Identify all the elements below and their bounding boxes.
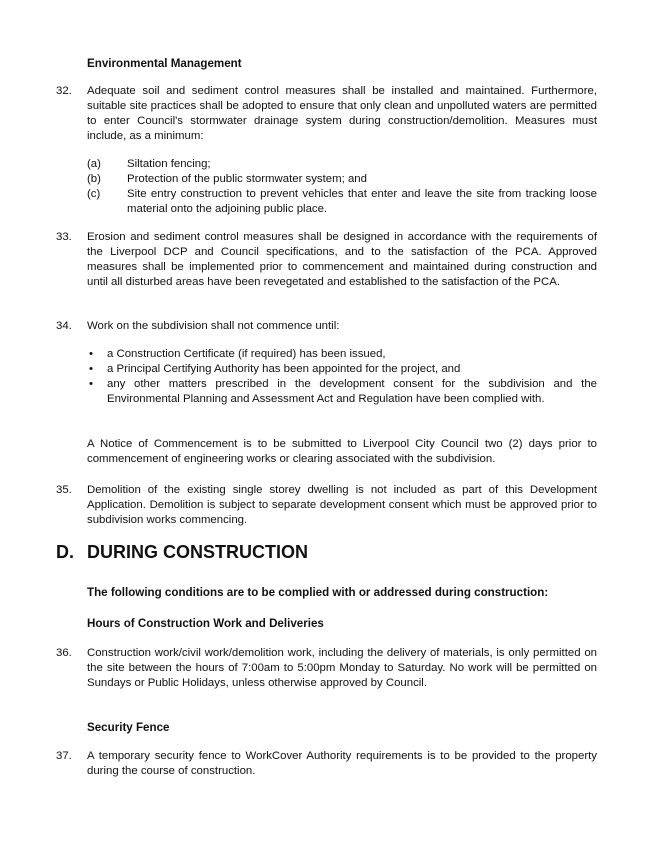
list-item: [87, 362, 597, 377]
section-d-intro: The following conditions are to be complied with or addressed during construction:: [87, 586, 549, 599]
condition-37: [56, 749, 597, 779]
security-fence-heading: Security Fence: [87, 721, 170, 734]
condition-number: 34.: [56, 320, 72, 332]
section-d-title: [56, 541, 308, 563]
condition-number: 33.: [56, 231, 72, 243]
list-item-text: a Principal Certifying Authority has been appointed for the project, and: [107, 363, 461, 375]
condition-number: 37.: [56, 750, 72, 762]
condition-text: Erosion and sediment control measures shall be designed in accordance with the requirements of the Liverpool DCP and Council specifications, and to the satisfaction of the PCA. Approved measures shall be implemented prior to commencement and maintained during construction and until all disturbed areas have been revegetated and established to the satisfaction of the PCA.: [87, 231, 597, 288]
list-item-text: a Construction Certificate (if required) has been issued,: [107, 348, 386, 360]
condition-number: 32.: [56, 85, 72, 97]
list-item-label: (a): [87, 158, 101, 170]
bullet-icon: •: [89, 348, 93, 360]
list-item-label: (c): [87, 188, 101, 200]
condition-35: [56, 483, 597, 528]
condition-number: 36.: [56, 647, 72, 659]
list-item-text: Site entry construction to prevent vehicles that enter and leave the site from tracking loose material onto the adjoining public place.: [127, 188, 597, 215]
section-title-text: DURING CONSTRUCTION: [87, 542, 308, 562]
list-item-text: any other matters prescribed in the development consent for the subdivision and the Environmental Planning and Assessment Act and Regulation have been complied with.: [107, 378, 597, 405]
condition-text: Construction work/civil work/demolition work, including the delivery of materials, is only permitted on the site between the hours of 7:00am to 5:00pm Monday to Saturday. No work will be permitted on Sundays or Public Holidays, unless otherwise approved by Council.: [87, 647, 597, 689]
condition-33: [56, 230, 597, 290]
list-item-text: Protection of the public stormwater system; and: [127, 173, 367, 185]
list-item: [87, 157, 597, 172]
hours-of-construction-heading: Hours of Construction Work and Deliveries: [87, 617, 324, 630]
list-item: [87, 347, 597, 362]
list-item-text: Siltation fencing;: [127, 158, 211, 170]
list-item: [87, 377, 597, 407]
bullet-icon: •: [89, 378, 93, 390]
condition-34: [56, 319, 597, 334]
condition-text: Adequate soil and sediment control measures shall be installed and maintained. Furthermore, suitable site practices shall be adopted to ensure that only clean and unpolluted waters are permitted to enter Council's stormwater drainage system during construction/demolition. Measures must include, as a minimum:: [87, 85, 597, 142]
bullet-icon: •: [89, 363, 93, 375]
condition-32-measures-list: [87, 157, 597, 217]
condition-text: Demolition of the existing single storey dwelling is not included as part of this Development Application. Demolition is subject to separate development consent which must be approved prior to subdivision works commencing.: [87, 484, 597, 526]
condition-text: A temporary security fence to WorkCover Authority requirements is to be provided to the property during the course of construction.: [87, 750, 597, 777]
list-item: [87, 187, 597, 217]
list-item-label: (b): [87, 173, 101, 185]
environmental-management-heading: Environmental Management: [87, 57, 242, 70]
condition-32: [56, 84, 597, 144]
condition-34-bullet-list: [87, 347, 597, 407]
list-item: [87, 172, 597, 187]
section-letter: D.: [56, 542, 74, 562]
condition-text: Work on the subdivision shall not commence until:: [87, 320, 340, 332]
notice-of-commencement-text: A Notice of Commencement is to be submitted to Liverpool City Council two (2) days prior to commencement of engineering works or clearing associated with the subdivision.: [87, 438, 597, 465]
condition-number: 35.: [56, 484, 72, 496]
condition-36: [56, 646, 597, 691]
